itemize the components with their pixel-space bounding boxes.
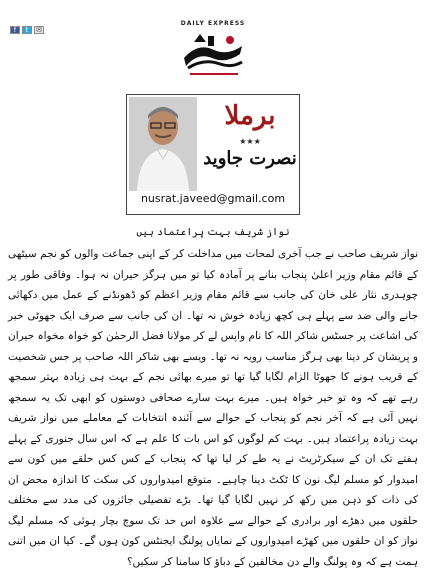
column-title: برملا [224, 101, 276, 131]
share-bar [10, 26, 44, 34]
facebook-icon[interactable]: f [10, 26, 20, 34]
column-stars: ★★★ [239, 137, 261, 146]
author-name: نصرت جاوید [203, 148, 297, 169]
author-photo [129, 97, 197, 191]
masthead-tagline: DAILY EXPRESS [180, 20, 246, 27]
column-header [126, 94, 300, 215]
masthead [176, 20, 250, 82]
email-icon[interactable]: ✉ [34, 26, 44, 34]
article-headline: نواز شریف بہت پراعتماد ہیں [136, 227, 290, 238]
article-body: نواز شریف صاحب نے جب آخری لمحات میں مداخلت کر کے اپنی جماعت والوں کو نجم سیٹھی کے قائم مقام وزیر اعلیٰ پنجاب بنانے پر آمادہ کیا تو میں ہرگز حیران نہ ہوا۔ وفاقی طور پر چوہدری نثار علی خان کی جانب سے قائم مقام وزیر اعظم کو ڈھونڈنے کے عمل میں دکھائی جانے والی ضد سے پہلے ہی کچھ زیادہ خوش نہ تھا۔ ان کی جانب سے صرف ایک جھوٹی خبر کی اشاعت پر جسٹس شاکر اللہ کا نام واپس لے کر مولانا فضل الرحمٰن کو خواہ مخواہ حیران و پریشان کر دینا بھی ہرگز مناسب رویہ نہ تھا۔ ویسے بھی شاکر اللہ صاحب پر جس شخصیت کے قریب ہونے کا جھوٹا الزام لگایا گیا تھا تو میرے بھائی نجم کے بہت ہی زیادہ بہتر سمجھ رہے تھے کہ وہ تو خیر خواہ ہیں۔ میرے بہت سارے صحافی دوستوں کو ابھی تک یہ سمجھ نہیں آئی ہے کہ آخر نجم کو پنجاب کے حوالے سے آئندہ انتخابات کے معاملے میں نواز شریف بہت زیادہ پراعتماد ہیں۔ بہت کم لوگوں کو اس بات کا علم ہے کہ اس سال جنوری کے پہلے ہفتے تک ان کے سیکرٹریٹ نے یہ طے کر لیا تھا کہ پنجاب کے کس کس حلقے میں کون سے امیدوار کو مسلم لیگ نون کا ٹکٹ دینا چاہیے۔ متوقع امیدواروں کی سکت کا اندازہ محض ان کی ذات کو ذہن میں رکھ کر نہیں لگایا گیا تھا۔ بڑے تفصیلی جائزوں کی مدد سے مختلف حلقوں میں دھڑے اور برادری کے حوالے سے علاوہ اس حد تک سوچ بچار ہوئی کہ مسلم لیگ نواز کو ان حلقوں میں کھڑے امیدواروں کے نمایاں پولنگ ایجنٹس کون ہوں گے۔ کیا ان میں اتنی ہمت ہے کہ وہ پولنگ والے دن مخالفین کے دباؤ کا سامنا کر سکیں؟ [8, 248, 418, 568]
twitter-icon[interactable]: t [22, 26, 32, 34]
express-logo-icon [180, 28, 246, 80]
author-email[interactable]: nusrat.javeed@gmail.com [140, 192, 286, 205]
